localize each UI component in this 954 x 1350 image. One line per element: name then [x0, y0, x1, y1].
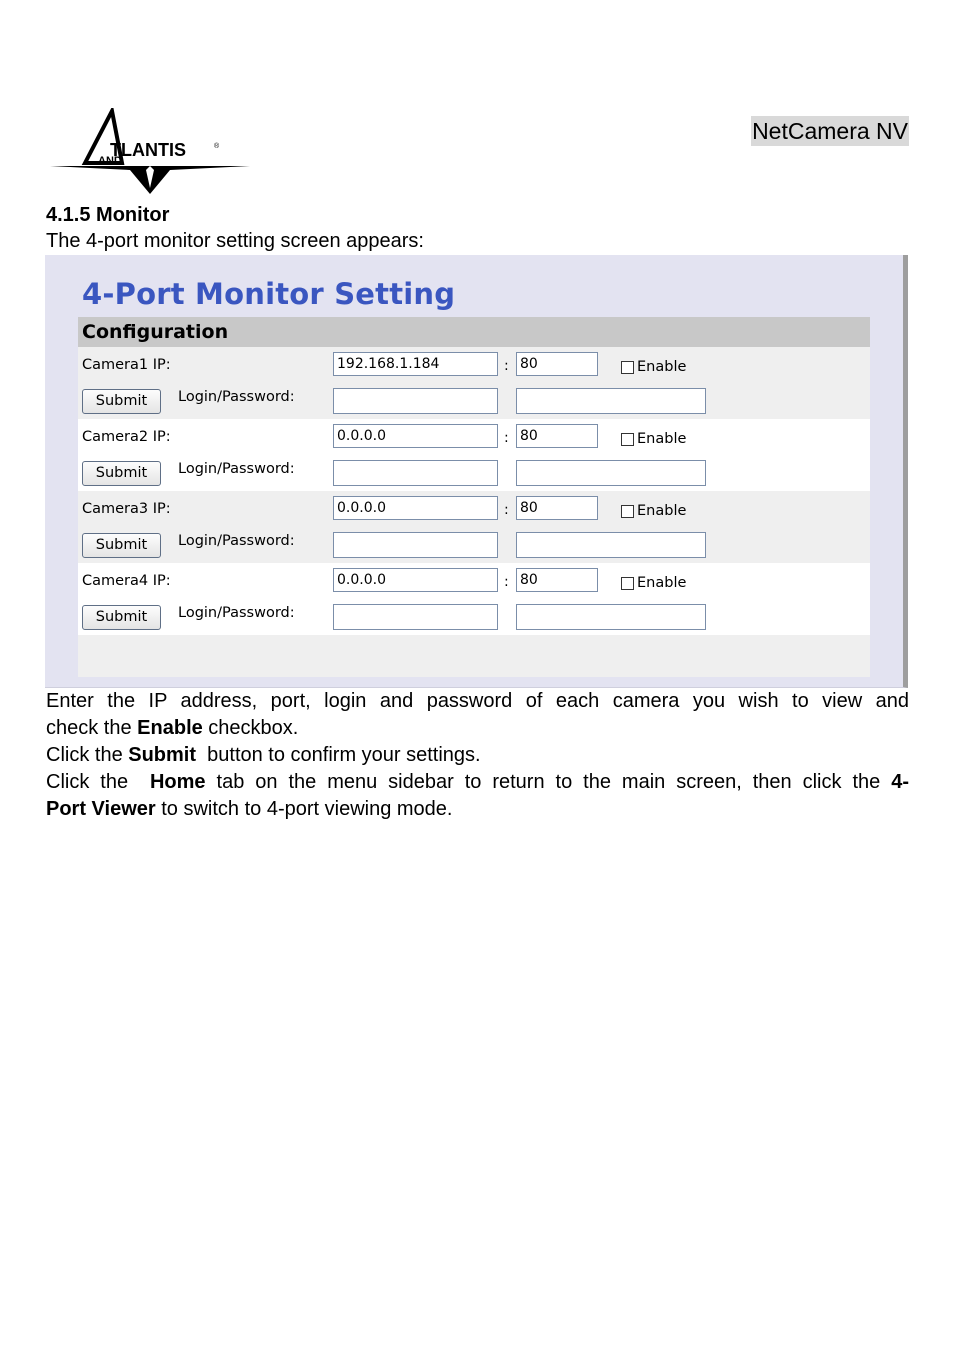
four-port-emphasis: 4-	[891, 771, 909, 793]
product-name: NetCamera NV	[752, 118, 908, 144]
camera-ip-label: Camera2 IP:	[82, 429, 171, 445]
port-separator: :	[504, 358, 509, 374]
camera2-port-input[interactable]: 80	[516, 424, 598, 448]
login-password-label: Login/Password:	[178, 389, 295, 405]
text-span: button to confirm your settings.	[196, 744, 481, 766]
configuration-section	[78, 317, 870, 677]
enable-label: Enable	[637, 575, 687, 591]
port-viewer-emphasis: Port Viewer	[46, 798, 156, 820]
svg-text:®: ®	[214, 143, 220, 150]
camera1-enable[interactable]	[621, 359, 686, 375]
camera2-ip-input[interactable]: 0.0.0.0	[333, 424, 498, 448]
enable-emphasis: Enable	[137, 717, 203, 739]
camera-ip-label: Camera1 IP:	[82, 357, 171, 373]
checkbox-icon[interactable]	[621, 577, 634, 590]
camera3-login-input[interactable]	[333, 532, 498, 558]
text-span: tab on the menu sidebar to return to the main screen, then click the	[205, 771, 892, 793]
instruction-line-5	[46, 796, 909, 823]
camera4-login-input[interactable]	[333, 604, 498, 630]
enable-label: Enable	[637, 359, 687, 375]
checkbox-icon[interactable]	[621, 505, 634, 518]
login-password-label: Login/Password:	[178, 461, 295, 477]
instruction-line-2	[46, 715, 909, 742]
checkbox-icon[interactable]	[621, 433, 634, 446]
camera4-port-input[interactable]: 80	[516, 568, 598, 592]
login-password-label: Login/Password:	[178, 533, 295, 549]
camera4-ip-input[interactable]: 0.0.0.0	[333, 568, 498, 592]
submit-emphasis: Submit	[128, 744, 197, 766]
port-separator: :	[504, 502, 509, 518]
camera3-ip-input[interactable]: 0.0.0.0	[333, 496, 498, 520]
footer-blank-row	[78, 635, 870, 677]
camera3-enable[interactable]	[621, 503, 686, 519]
text-span: check the	[46, 717, 138, 739]
camera3-port-input[interactable]: 80	[516, 496, 598, 520]
svg-text:AND: AND	[98, 155, 122, 167]
svg-text:TLANTIS: TLANTIS	[110, 140, 186, 160]
text-span: Click the	[46, 771, 150, 793]
camera-row-3	[78, 491, 870, 563]
login-password-label: Login/Password:	[178, 605, 295, 621]
port-separator: :	[504, 430, 509, 446]
instruction-line-1: Enter the IP address, port, login and password of each camera you wish to view and	[46, 690, 909, 712]
monitor-setting-screenshot	[45, 255, 908, 688]
camera-ip-label: Camera4 IP:	[82, 573, 171, 589]
camera1-submit-button[interactable]: Submit	[82, 389, 161, 414]
checkbox-icon[interactable]	[621, 361, 634, 374]
enable-label: Enable	[637, 431, 687, 447]
text-span: Click the	[46, 744, 129, 766]
camera3-password-input[interactable]	[516, 532, 706, 558]
camera1-password-input[interactable]	[516, 388, 706, 414]
home-emphasis: Home	[149, 771, 206, 793]
camera-row-2	[78, 419, 870, 491]
intro-text: The 4-port monitor setting screen appears:	[46, 230, 424, 252]
camera2-enable[interactable]	[621, 431, 686, 447]
camera2-submit-button[interactable]: Submit	[82, 461, 161, 486]
instruction-line-3	[46, 742, 909, 769]
enable-label: Enable	[637, 503, 687, 519]
camera1-ip-input[interactable]: 192.168.1.184	[333, 352, 498, 376]
camera1-login-input[interactable]	[333, 388, 498, 414]
camera3-submit-button[interactable]: Submit	[82, 533, 161, 558]
camera-ip-label: Camera3 IP:	[82, 501, 171, 517]
instruction-line-4	[46, 769, 909, 796]
camera4-password-input[interactable]	[516, 604, 706, 630]
camera-row-1	[78, 347, 870, 419]
section-heading: 4.1.5 Monitor	[46, 204, 170, 226]
camera4-enable[interactable]	[621, 575, 686, 591]
port-separator: :	[504, 574, 509, 590]
atlantis-logo	[50, 108, 250, 198]
camera-row-4	[78, 563, 870, 635]
camera1-port-input[interactable]: 80	[516, 352, 598, 376]
page-title: 4-Port Monitor Setting	[82, 277, 456, 311]
camera2-password-input[interactable]	[516, 460, 706, 486]
text-span: checkbox.	[202, 717, 299, 739]
camera2-login-input[interactable]	[333, 460, 498, 486]
configuration-header: Configuration	[78, 317, 870, 347]
text-span: to switch to 4-port viewing mode.	[155, 798, 453, 820]
camera4-submit-button[interactable]: Submit	[82, 605, 161, 630]
